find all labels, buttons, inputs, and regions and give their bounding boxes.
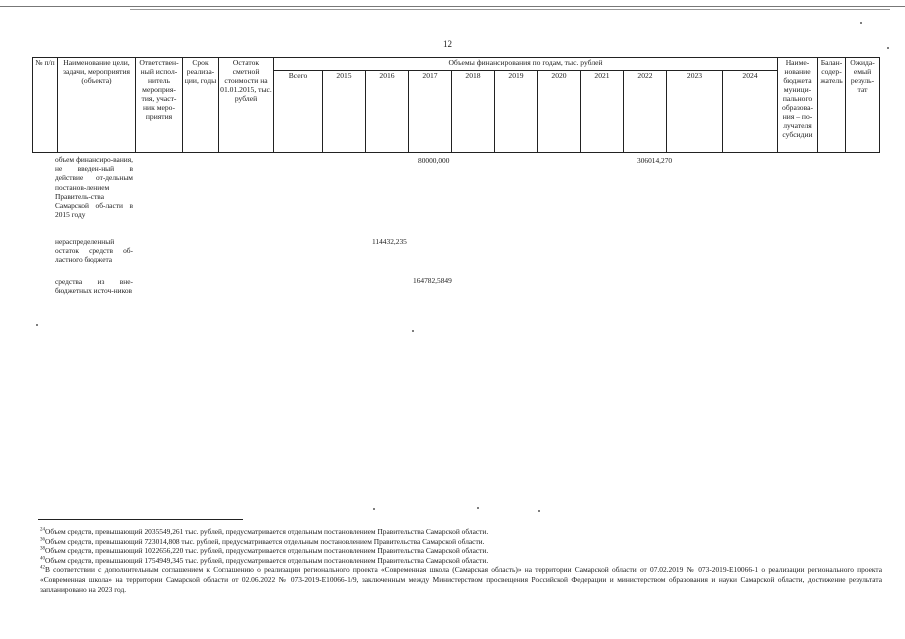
financing-table-header — [32, 57, 880, 153]
scan-speck — [373, 508, 375, 510]
footnotes — [40, 527, 882, 594]
row-label: объем финансиро-вания, не введен-ный в действие от-дельным постанов-лением Правитель-ства Самарской об-ласти в 2015 году — [55, 155, 133, 220]
header-year: 2017 — [409, 71, 452, 153]
footnote-item: $^{42}$В соответствии с дополнительным соглашением к Соглашению о реализации регионального проекта «Современная школа (Самарская область)» на территории Самарской области от 07.02.2019 № 073-2019-Е10066-1 о реализации регионального проекта «Современная школа» на территории Самарской области от 02.06.2022 № 073-2019-Е10066-1/9, заключенным между Министерством просвещения Российской Федерации и министерством образования и науки Самарской области, достижение результата запланировано на 2023 год. — [40, 565, 882, 594]
scan-speck — [887, 47, 889, 49]
top-edge-line — [0, 6, 905, 7]
scan-speck — [36, 324, 38, 326]
header-col-responsible: Ответствен-ный испол-нитель мероприя-тия, участ-ник меро-приятия — [136, 58, 183, 153]
header-col-total: Всего — [274, 71, 323, 153]
footnote-item: $^{36}$Объем средств, превышающий 723014,808 тыс. рублей, предусматривается отдельным постановлением Правительства Самарской области. — [40, 536, 485, 546]
header-col-result: Ожида-емый резуль-тат — [846, 58, 880, 153]
header-year: 2020 — [538, 71, 581, 153]
header-col-name: Наименование цели, задачи, мероприятия (объекта) — [58, 58, 136, 153]
footnote-item: $^{24}$Объем средств, превышающий 2035549,261 тыс. рублей, предусматривается отдельным постановлением Правительства Самарской области. — [40, 527, 489, 536]
header-year: 2022 — [624, 71, 667, 153]
header-year: 2024 — [723, 71, 778, 153]
footnote-separator — [38, 519, 243, 520]
scan-speck — [538, 510, 540, 512]
scan-speck — [477, 507, 479, 509]
footnote-item: $^{40}$Объем средств, превышающий 1754949,345 тыс. рублей, предусматривается отдельным постановлением Правительства Самарской области. — [40, 555, 489, 565]
top-edge-line-secondary — [130, 9, 890, 10]
row-label: нераспределенный остаток средств об-ластного бюджета — [55, 237, 133, 265]
row-value: 80000,000 — [418, 156, 450, 165]
row-value: 164782,5849 — [413, 276, 452, 285]
header-col-number: № п/п — [33, 58, 58, 153]
header-year: 2015 — [323, 71, 366, 153]
row-value: 306014,270 — [637, 156, 673, 165]
footnote-item: $^{38}$Объем средств, превышающий 1022656,220 тыс. рублей, предусматривается отдельным постановлением Правительства Самарской области. — [40, 546, 489, 556]
header-year: 2023 — [667, 71, 723, 153]
header-col-financing: Объемы финансирования по годам, тыс. рублей — [274, 58, 778, 71]
header-col-holder: Балан-содер-жатель — [818, 58, 846, 153]
header-year: 2018 — [452, 71, 495, 153]
page-number: 12 — [443, 39, 452, 49]
header-col-municipal: Наиме-нование бюджета муници-пального образова-ния – по-лучателя субсидии — [778, 58, 818, 153]
header-col-term: Срок реализа-ции, годы — [183, 58, 219, 153]
header-year: 2016 — [366, 71, 409, 153]
scan-speck — [860, 22, 862, 24]
header-col-balance: Остаток сметной стоимости на 01.01.2015, тыс. рублей — [219, 58, 274, 153]
row-label: средства из вне-бюджетных источ-ников — [55, 277, 133, 296]
scan-speck — [412, 330, 414, 332]
header-year: 2021 — [581, 71, 624, 153]
header-year: 2019 — [495, 71, 538, 153]
row-value: 114432,235 — [372, 237, 407, 246]
